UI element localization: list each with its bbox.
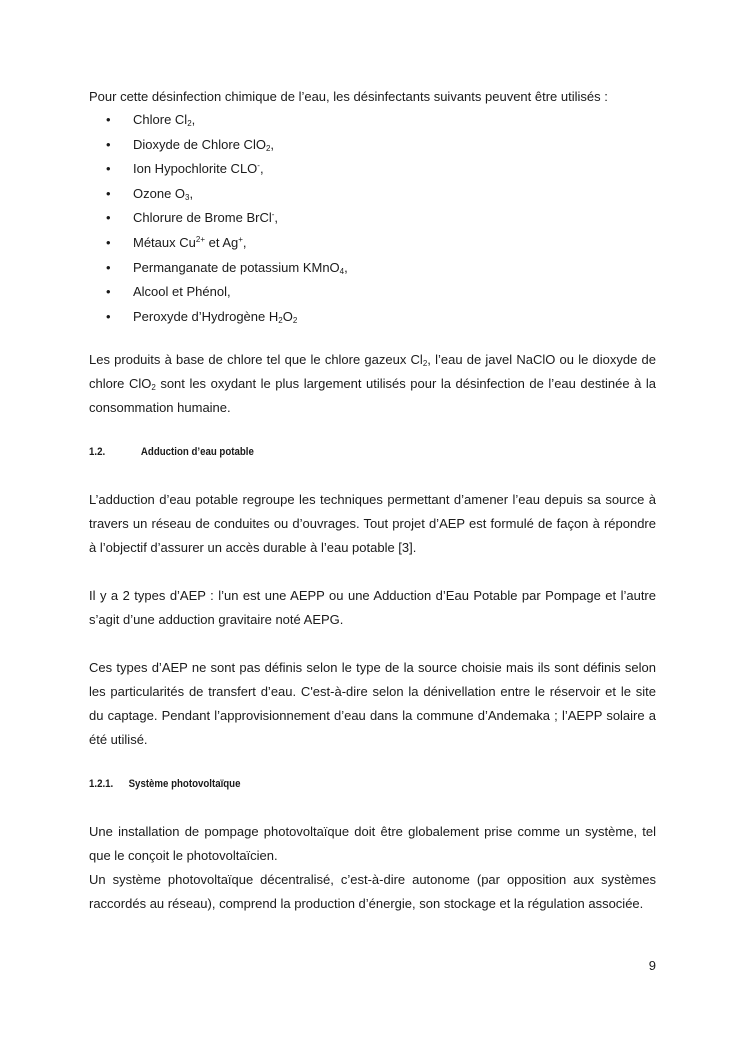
bullet-icon: • (106, 308, 111, 324)
list-item: • Peroxyde d’Hydrogène $H_2O_2$ (89, 305, 656, 330)
spacer (89, 560, 656, 584)
list-item: • Dioxyde de Chlore ClO$_2$, (89, 133, 656, 158)
bullet-icon: • (106, 112, 111, 127)
bullet-icon: • (106, 284, 111, 300)
disinfectant-list (89, 108, 656, 329)
bullet-icon: • (106, 185, 111, 201)
list-item: • Permanganate de potassium KMnO$_4$, (89, 256, 656, 281)
bullet-icon: • (106, 210, 111, 226)
pv-paragraph-2: Un système photovoltaïque décentralisé, c’est-à-dire autonome (par opposition aux systèmes raccordés au réseau), comprend la production d’énergie, son stockage et la régulation associée. (89, 872, 656, 912)
page-content (89, 86, 656, 916)
list-item: • Chlorure de Brome BrCl-, (89, 206, 656, 231)
pv-paragraph-1: Une installation de pompage photovoltaïque doit être globalement prise comme un système, tel que le conçoit le photovoltaïcien. (89, 824, 656, 864)
list-item: • Chlore $Cl_2$, (89, 108, 656, 133)
section-heading: 1.2. Adduction d’eau potable (89, 446, 254, 459)
list-item: • Ion Hypochlorite CLO-, (89, 157, 656, 182)
intro-paragraph: Pour cette désinfection chimique de l’eau, les désinfectants suivants peuvent être utilisés : (89, 89, 608, 104)
bullet-icon: • (106, 161, 111, 177)
aep-paragraph: L’adduction d’eau potable regroupe les techniques permettant d’amener l’eau depuis sa source à travers un réseau de conduites ou d’ouvrages. Tout projet d’AEP est formulé de façon à répondre à l’objectif d’assurer un accès durable à l’eau potable [3]. (89, 492, 656, 556)
aep-types-paragraph: Il y a 2 types d’AEP : l’un est une AEPP ou une Adduction d’Eau Potable par Pompage et l’autre s’agit d’une adduction gravitaire noté AEPG. (89, 588, 656, 628)
chlorine-paragraph: Les produits à base de chlore tel que le chlore gazeux $Cl_2$, l’eau de javel NaClO ou le dioxyde de chlore ClO$_2$ sont les oxydant le plus largement utilisés pour la désinfection de l’eau destinée à la consommation humaine. (89, 352, 656, 416)
spacer (89, 420, 656, 440)
page-number: 9 (648, 958, 656, 973)
spacer (89, 464, 656, 488)
spacer (89, 632, 656, 656)
bullet-icon: • (106, 259, 111, 275)
list-item: • Métaux $Cu^{2+}$ et Ag+, (89, 231, 656, 256)
list-item: • Ozone $O_3$, (89, 182, 656, 207)
aep-definition-paragraph: Ces types d’AEP ne sont pas définis selon le type de la source choisie mais ils sont définis selon les particularités de transfert d’eau. C'est-à-dire selon la dénivellation entre le réservoir et le site du captage. Pendant l’approvisionnement d’eau dans la commune d’Andemaka ; l’AEPP solaire a été utilisé. (89, 660, 656, 748)
bullet-icon: • (106, 136, 111, 152)
spacer (89, 752, 656, 772)
list-item: • Alcool et Phénol, (89, 280, 656, 305)
spacer (89, 796, 656, 820)
subsection-heading: 1.2.1. Système photovoltaïque (89, 778, 241, 791)
bullet-icon: • (106, 234, 111, 250)
spacer (89, 329, 656, 348)
